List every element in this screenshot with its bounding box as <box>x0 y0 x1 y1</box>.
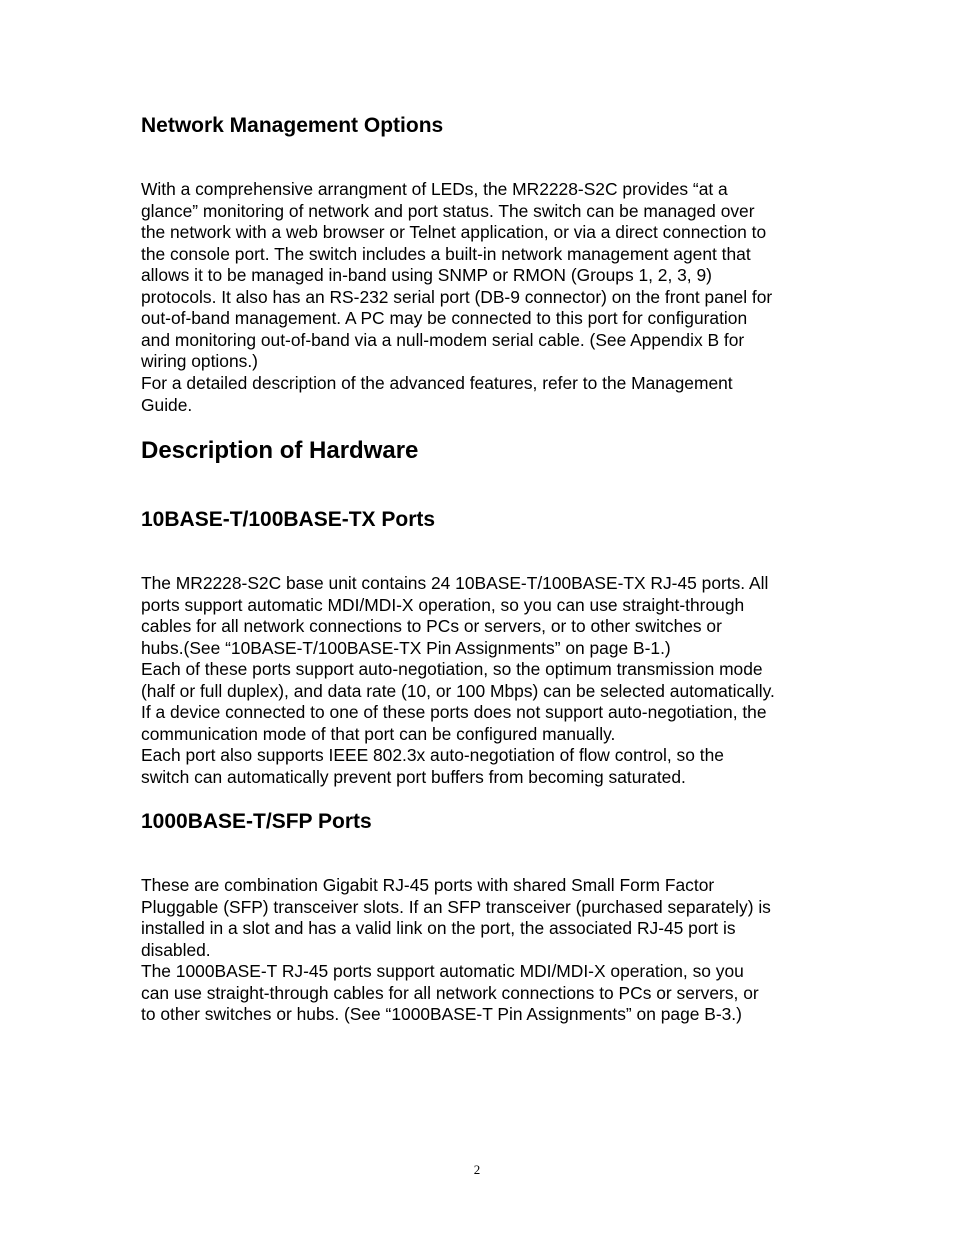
text-line: the network with a web browser or Telnet application, or via a direct connection to <box>141 222 767 242</box>
text-line: With a comprehensive arrangment of LEDs, the MR2228-S2C provides “at a <box>141 179 728 199</box>
paragraph-10-100-ports-overview <box>141 573 768 659</box>
text-line: the console port. The switch includes a built-in network management agent that <box>141 243 751 264</box>
text-line: switch can automatically prevent port buffers from becoming saturated. <box>141 766 686 787</box>
text-line: For a detailed description of the advanced features, refer to the Management <box>141 373 733 393</box>
text-line: and monitoring out-of-band via a null-modem serial cable. (See Appendix B for <box>141 329 745 350</box>
text-line: The 1000BASE-T RJ-45 ports support automatic MDI/MDI-X operation, so you <box>141 961 744 981</box>
heading-description-of-hardware: Description of Hardware <box>141 437 419 464</box>
text-line: protocols. It also has an RS-232 serial port (DB-9 connector) on the front panel for <box>141 286 773 307</box>
text-line: (half or full duplex), and data rate (10, or 100 Mbps) can be selected automatically. <box>141 680 775 701</box>
heading-1000base-sfp-ports: 1000BASE-T/SFP Ports <box>141 810 372 833</box>
text-line: ports support automatic MDI/MDI-X operation, so you can use straight-through <box>141 594 745 615</box>
text-line: installed in a slot and has a valid link on the port, the associated RJ-45 port is <box>141 918 736 938</box>
heading-10base-100base-ports: 10BASE-T/100BASE-TX Ports <box>141 508 436 531</box>
text-line: cables for all network connections to PCs or servers, or to other switches or <box>141 616 722 636</box>
heading-network-management-options: Network Management Options <box>141 114 444 137</box>
text-line: allows it to be managed in-band using SNMP or RMON (Groups 1, 2, 3, 9) <box>141 265 712 285</box>
text-line: Each of these ports support auto-negotiation, so the optimum transmission mode <box>141 659 763 679</box>
text-line: Pluggable (SFP) transceiver slots. If an SFP transceiver (purchased separately) is <box>141 896 771 917</box>
text-line: to other switches or hubs. (See “1000BASE-T Pin Assignments” on page B-3.) <box>141 1004 742 1024</box>
text-line: glance” monitoring of network and port status. The switch can be managed over <box>141 200 755 221</box>
text-line: Each port also supports IEEE 802.3x auto-negotiation of flow control, so the <box>141 745 724 765</box>
paragraph-sfp-overview <box>141 875 771 961</box>
text-line: These are combination Gigabit RJ-45 ports with shared Small Form Factor <box>141 875 715 895</box>
paragraph-network-management-overview <box>141 179 772 373</box>
text-line: disabled. <box>141 939 211 960</box>
text-line: Guide. <box>141 394 193 415</box>
text-line: can use straight-through cables for all network connections to PCs or servers, or <box>141 982 759 1003</box>
paragraph-auto-negotiation <box>141 659 775 745</box>
text-line: If a device connected to one of these ports does not support auto-negotiation, the <box>141 702 767 722</box>
text-line: The MR2228-S2C base unit contains 24 10BASE-T/100BASE-TX RJ-45 ports. All <box>141 573 769 593</box>
paragraph-management-guide-reference <box>141 373 733 416</box>
page-number: 2 <box>473 1162 481 1177</box>
text-line: out-of-band management. A PC may be connected to this port for configuration <box>141 308 748 328</box>
text-line: hubs.(See “10BASE-T/100BASE-TX Pin Assignments” on page B-1.) <box>141 637 671 658</box>
text-line: communication mode of that port can be configured manually. <box>141 723 616 744</box>
paragraph-flow-control <box>141 745 724 788</box>
text-line: wiring options.) <box>141 351 258 371</box>
paragraph-1000base-mdi <box>141 961 759 1026</box>
